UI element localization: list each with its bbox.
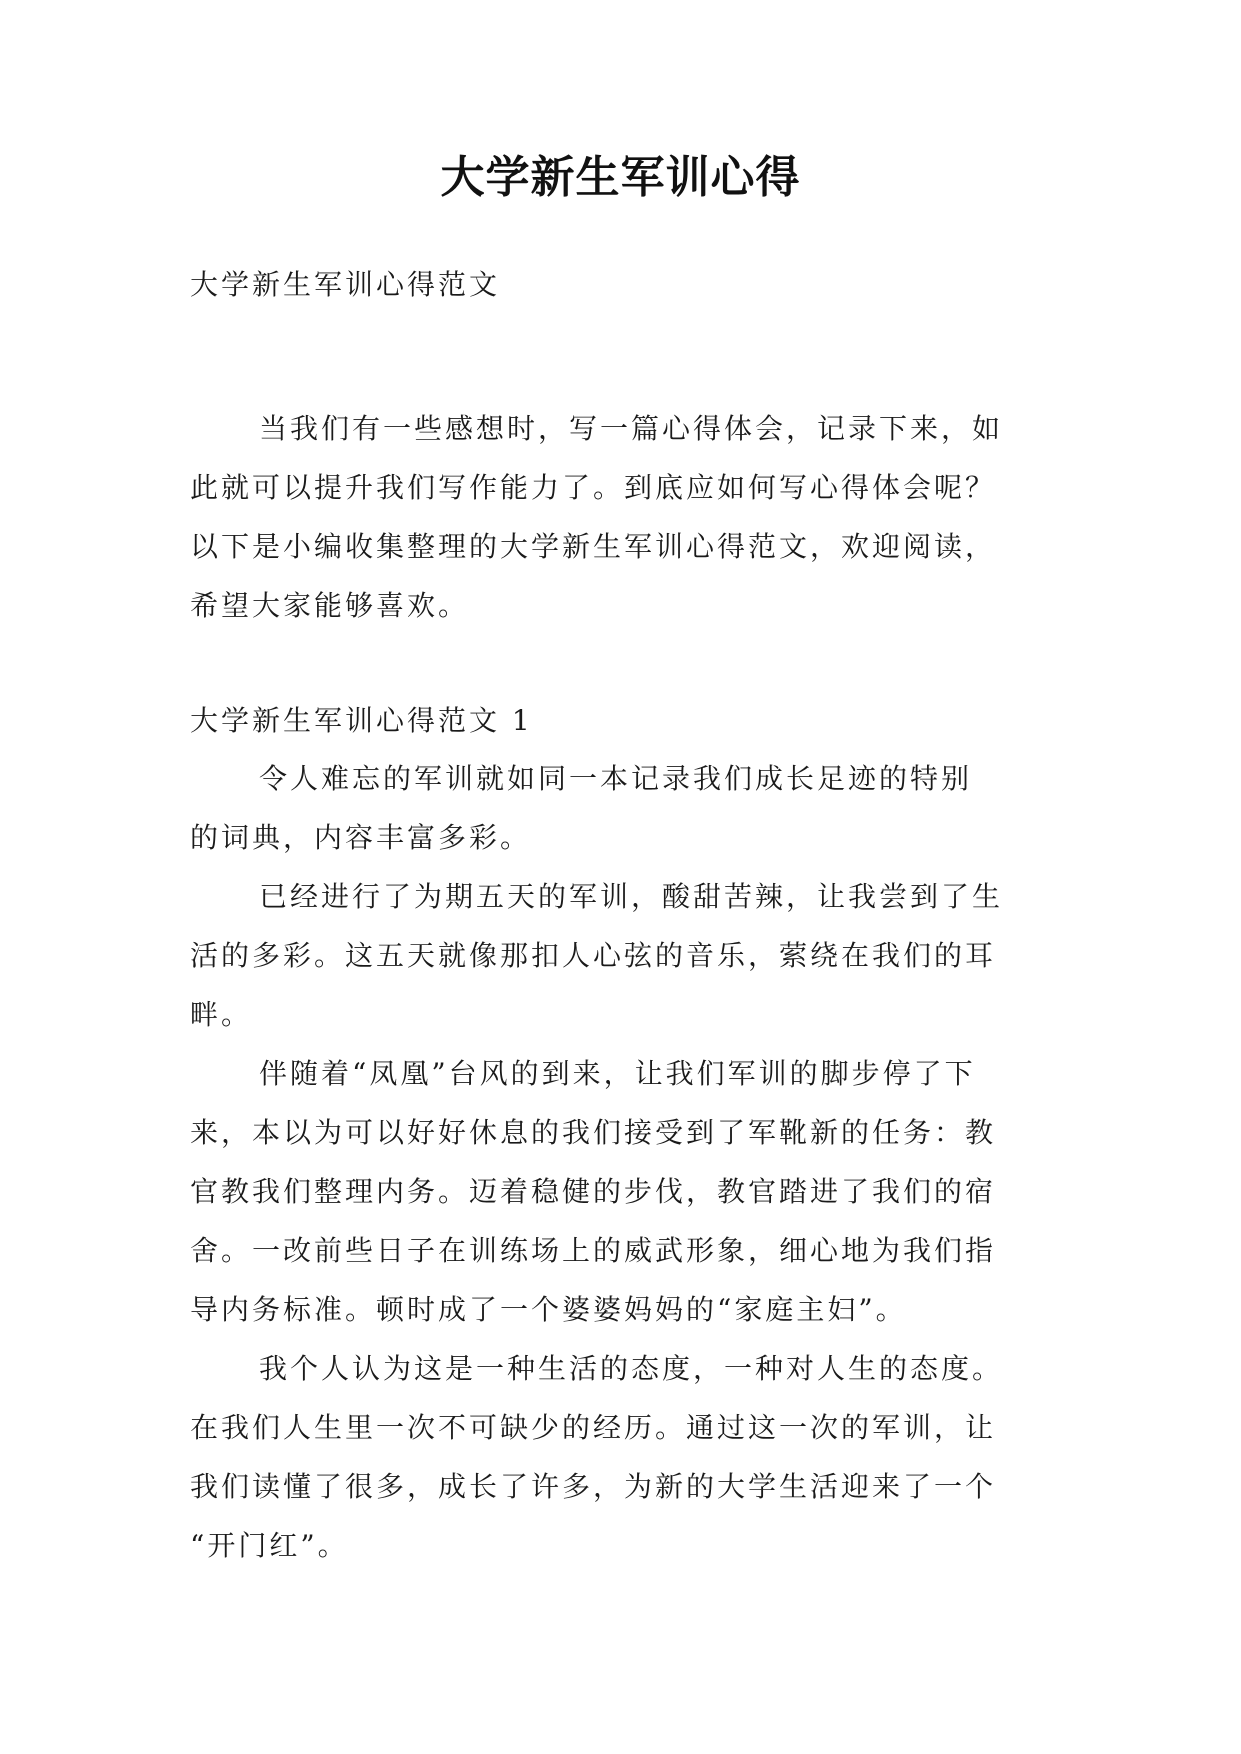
paragraph-line: 已经进行了为期五天的军训，酸甜苦辣，让我尝到了生 — [259, 880, 1004, 913]
paragraph-line: 舍。一改前些日子在训练场上的威武形象，细心地为我们指 — [190, 1234, 997, 1267]
document-subtitle: 大学新生军训心得范文 — [190, 268, 501, 301]
intro-line: 当我们有一些感想时，写一篇心得体会，记录下来，如 — [259, 412, 1004, 445]
paragraph-line: 来，本以为可以好好休息的我们接受到了军靴新的任务：教 — [190, 1116, 997, 1149]
intro-line: 希望大家能够喜欢。 — [190, 589, 470, 622]
paragraph-line: 我个人认为这是一种生活的态度，一种对人生的态度。 — [259, 1352, 1004, 1385]
paragraph-line: 畔。 — [190, 998, 253, 1031]
paragraph-line: 令人难忘的军训就如同一本记录我们成长足迹的特别 — [259, 762, 973, 795]
paragraph-line: 活的多彩。这五天就像那扣人心弦的音乐，萦绕在我们的耳 — [190, 939, 997, 972]
paragraph-line: “开门红”。 — [190, 1529, 349, 1562]
section-heading: 大学新生军训心得范文 1 — [190, 704, 533, 737]
paragraph-line: 我们读懂了很多，成长了许多，为新的大学生活迎来了一个 — [190, 1470, 997, 1503]
paragraph-line: 伴随着“凤凰”台风的到来，让我们军训的脚步停了下 — [259, 1057, 976, 1090]
intro-line: 此就可以提升我们写作能力了。到底应如何写心得体会呢？ — [190, 471, 997, 504]
paragraph-line: 在我们人生里一次不可缺少的经历。通过这一次的军训，让 — [190, 1411, 997, 1444]
paragraph-line: 官教我们整理内务。迈着稳健的步伐，教官踏进了我们的宿 — [190, 1175, 997, 1208]
paragraph-line: 的词典，内容丰富多彩。 — [190, 821, 532, 854]
intro-line: 以下是小编收集整理的大学新生军训心得范文，欢迎阅读， — [190, 530, 997, 563]
document-title: 大学新生军训心得 — [440, 152, 801, 203]
paragraph-line: 导内务标准。顿时成了一个婆婆妈妈的“家庭主妇”。 — [190, 1293, 907, 1326]
